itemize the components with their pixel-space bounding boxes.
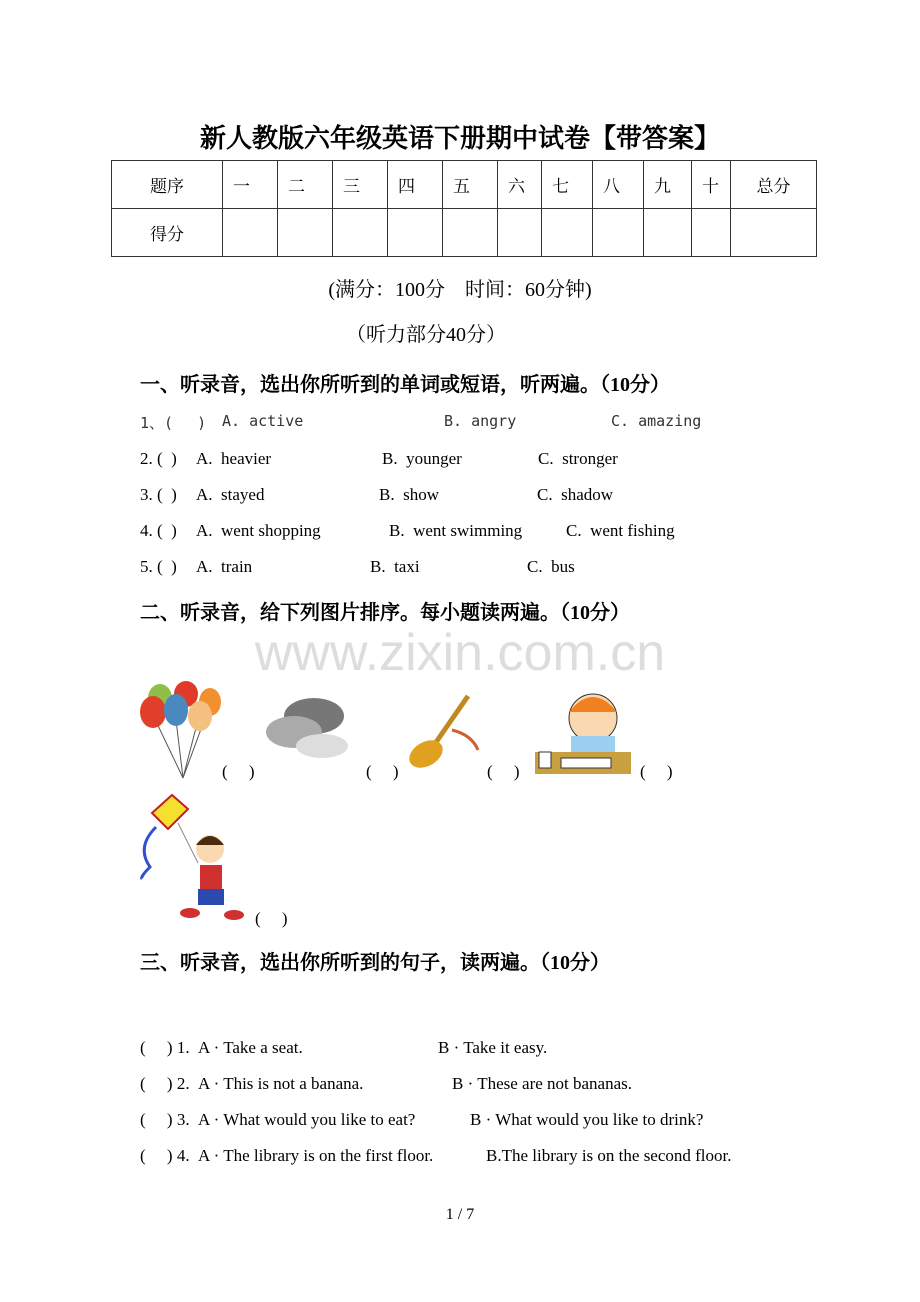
- option-b: B. show: [379, 485, 439, 504]
- option-a: A · This is not a banana.: [198, 1074, 364, 1093]
- table-cell: 五: [443, 161, 498, 209]
- table-cell: 九: [644, 161, 692, 209]
- table-cell: 一: [223, 161, 278, 209]
- section1-heading: 一、听录音，选出你所听到的单词或短语，听两遍。（10分）: [140, 374, 670, 396]
- score-cell[interactable]: [644, 209, 692, 257]
- question-number: ( ) 1.: [140, 1038, 190, 1057]
- table-row: [112, 209, 817, 257]
- answer-blank[interactable]: ( ): [255, 909, 288, 928]
- score-cell[interactable]: [223, 209, 278, 257]
- question-number: 1、( ): [140, 414, 207, 432]
- score-cell[interactable]: [542, 209, 593, 257]
- option-c: C. stronger: [538, 449, 618, 468]
- table-cell: 十: [692, 161, 731, 209]
- question-number: 4. ( ): [140, 521, 177, 540]
- option-c: C. shadow: [537, 485, 614, 504]
- question-number: 3. ( ): [140, 485, 177, 504]
- boy-kite-image: [138, 793, 253, 925]
- option-b: B. went swimming: [389, 521, 523, 540]
- score-cell[interactable]: [498, 209, 542, 257]
- exam-info: (满分：100分 时间：60分钟): [328, 279, 592, 301]
- score-table: [111, 160, 817, 257]
- option-a: A · Take a seat.: [198, 1038, 303, 1057]
- option-b: B · These are not bananas.: [452, 1074, 633, 1093]
- option-a: A. heavier: [196, 449, 272, 468]
- table-cell: 得分: [112, 209, 223, 257]
- score-cell[interactable]: [731, 209, 817, 257]
- score-cell[interactable]: [333, 209, 388, 257]
- answer-blank[interactable]: ( ): [640, 762, 673, 781]
- option-a: A · What would you like to eat?: [198, 1110, 416, 1129]
- option-b: B. angry: [444, 412, 517, 430]
- question-number: 5. ( ): [140, 557, 177, 576]
- option-b: B. taxi: [370, 557, 420, 576]
- question-number: ( ) 3.: [140, 1110, 190, 1129]
- answer-blank[interactable]: ( ): [366, 762, 399, 781]
- question-number: 2. ( ): [140, 449, 177, 468]
- answer-blank[interactable]: ( ): [487, 762, 520, 781]
- listening-part-label: （听力部分40分）: [346, 324, 506, 346]
- table-cell: 三: [333, 161, 388, 209]
- trumpet-image: [404, 690, 484, 772]
- option-c: C. went fishing: [566, 521, 675, 540]
- table-cell: 二: [278, 161, 333, 209]
- option-a: A. stayed: [196, 485, 265, 504]
- score-cell[interactable]: [443, 209, 498, 257]
- score-cell[interactable]: [692, 209, 731, 257]
- option-b: B.The library is on the second floor.: [486, 1146, 732, 1165]
- score-cell[interactable]: [278, 209, 333, 257]
- cloudy-image: [264, 690, 350, 760]
- page-number: 1 / 7: [445, 1206, 475, 1223]
- question-number: ( ) 2.: [140, 1074, 190, 1093]
- table-row: [112, 161, 817, 209]
- question-number: ( ) 4.: [140, 1146, 190, 1165]
- section3-heading: 三、听录音，选出你所听到的句子，读两遍。（10分）: [140, 952, 610, 974]
- table-cell: 七: [542, 161, 593, 209]
- table-cell: 总分: [731, 161, 817, 209]
- table-cell: 六: [498, 161, 542, 209]
- answer-blank[interactable]: ( ): [222, 762, 255, 781]
- option-b: B. younger: [382, 449, 462, 468]
- balloons-image: [138, 680, 228, 780]
- option-b: B · What would you like to drink?: [470, 1110, 704, 1129]
- watermark: www.zixin.com.cn: [254, 624, 666, 682]
- option-a: A. active: [222, 412, 304, 430]
- option-a: A. went shopping: [196, 521, 321, 540]
- page-title: 新人教版六年级英语下册期中试卷【带答案】: [199, 124, 720, 153]
- table-cell: 八: [593, 161, 644, 209]
- option-a: A · The library is on the first floor.: [198, 1146, 434, 1165]
- option-c: C. bus: [527, 557, 575, 576]
- option-c: C. amazing: [611, 412, 702, 430]
- score-cell[interactable]: [388, 209, 443, 257]
- option-a: A. train: [196, 557, 253, 576]
- option-b: B · Take it easy.: [438, 1038, 548, 1057]
- section2-heading: 二、听录音，给下列图片排序。每小题读两遍。（10分）: [140, 602, 630, 624]
- boy-eating-image: [531, 690, 635, 778]
- score-cell[interactable]: [593, 209, 644, 257]
- table-cell: 四: [388, 161, 443, 209]
- table-cell: 题序: [112, 161, 223, 209]
